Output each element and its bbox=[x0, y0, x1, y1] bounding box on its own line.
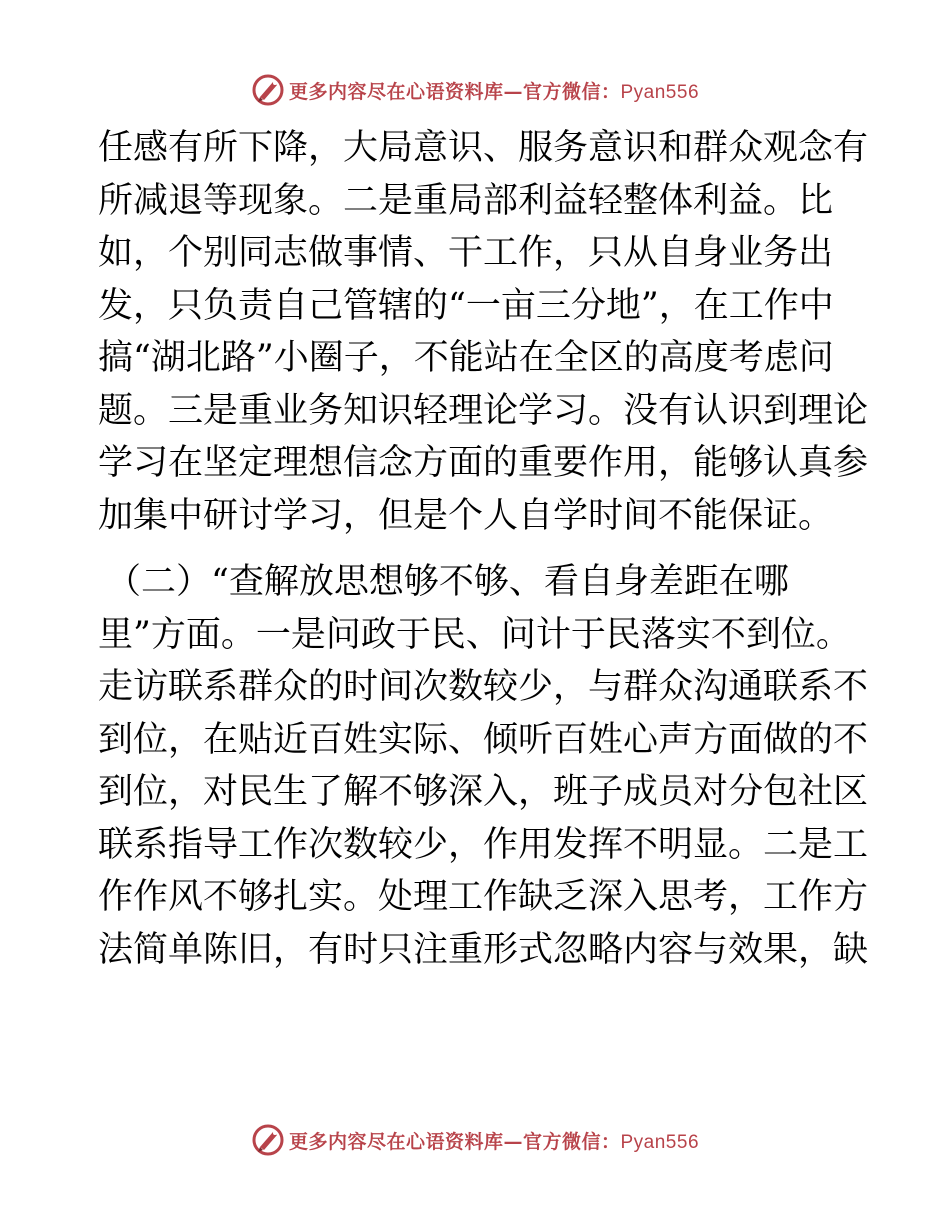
section-heading-line: （二）“查解放思想够不够、看自身差距在哪 bbox=[106, 562, 789, 602]
body-line: 里”方面。一是问政于民、问计于民落实不到位。 bbox=[98, 614, 851, 655]
body-line: 联系指导工作次数较少，作用发挥不明显。二是工 bbox=[98, 824, 869, 865]
footer-banner bbox=[0, 1120, 950, 1160]
header-banner-text bbox=[289, 77, 699, 104]
body-line: 作作风不够扎实。处理工作缺乏深入思考，工作方 bbox=[98, 877, 869, 917]
body-line: 到位，对民生了解不够深入，班子成员对分包社区 bbox=[98, 772, 869, 812]
body-line: 加集中研讨学习，但是个人自学时间不能保证。 bbox=[98, 495, 834, 536]
footer-banner-label: 更多内容尽在心语资料库—官方微信： bbox=[288, 1130, 621, 1153]
document-body bbox=[98, 122, 869, 976]
pen-logo-icon bbox=[251, 73, 285, 107]
footer-banner-text bbox=[289, 1127, 699, 1154]
body-line: 题。三是重业务知识轻理论学习。没有认识到理论 bbox=[98, 390, 869, 431]
body-line: 发，只负责自己管辖的“一亩三分地”，在工作中 bbox=[98, 285, 834, 326]
body-line: 任感有所下降，大局意识、服务意识和群众观念有 bbox=[98, 128, 869, 168]
header-banner-account: Pyan556 bbox=[620, 81, 700, 103]
body-line: 所减退等现象。二是重局部利益轻整体利益。比 bbox=[98, 180, 834, 221]
body-line: 到位，在贴近百姓实际、倾听百姓心声方面做的不 bbox=[98, 719, 869, 760]
body-line: 学习在坚定理想信念方面的重要作用，能够认真参 bbox=[98, 443, 869, 483]
body-line: 如，个别同志做事情、干工作，只从自身业务出 bbox=[98, 233, 834, 273]
body-line: 走访联系群众的时间次数较少，与群众沟通联系不 bbox=[98, 667, 869, 707]
pen-logo-icon bbox=[251, 1123, 285, 1157]
body-line: 法简单陈旧，有时只注重形式忽略内容与效果，缺 bbox=[98, 929, 869, 970]
body-line: 搞“湖北路”小圈子，不能站在全区的高度考虑问 bbox=[98, 338, 834, 378]
header-banner-label: 更多内容尽在心语资料库—官方微信： bbox=[288, 80, 621, 103]
header-banner bbox=[0, 70, 950, 110]
footer-banner-account: Pyan556 bbox=[620, 1131, 700, 1153]
